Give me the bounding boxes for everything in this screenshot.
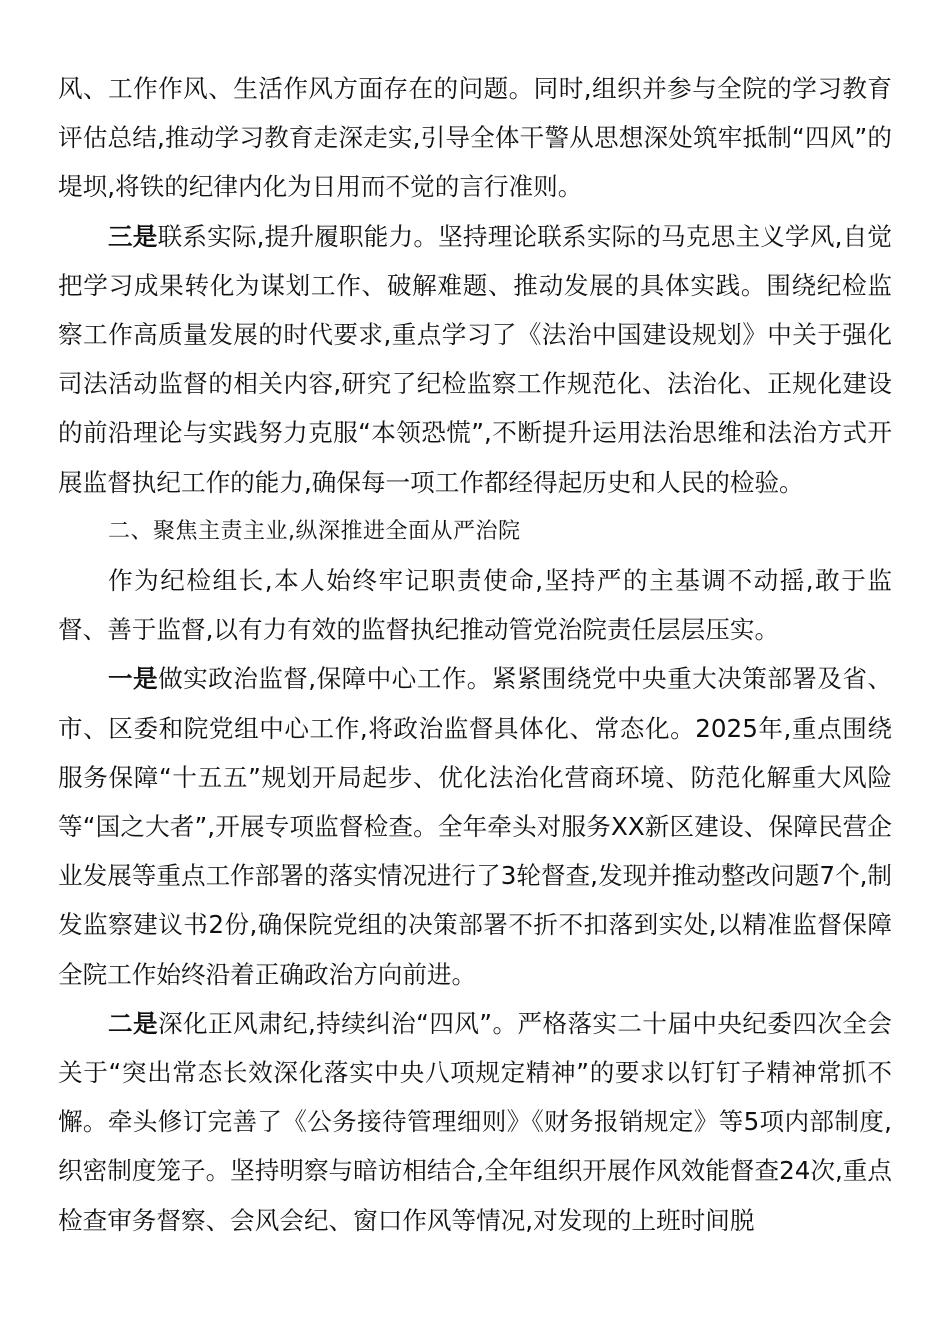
paragraph-point-three — [58, 212, 892, 507]
paragraph-text: 风、工作作风、生活作风方面存在的问题。同时,组织并参与全院的学习教育评估总结,推动学习教育走深走实,引导全体干警从思想深处筑牢抵制“四风”的堤坝,将铁的纪律内化为日用而不觉的言行准则。 — [58, 74, 892, 202]
paragraph-lead: 二是 — [108, 1008, 158, 1038]
paragraph-intro — [58, 556, 892, 654]
section-heading — [58, 507, 892, 556]
paragraph-text: 联系实际,提升履职能力。坚持理论联系实际的马克思主义学风,自觉把学习成果转化为谋划工作、破解难题、推动发展的具体实践。围绕纪检监察工作高质量发展的时代要求,重点学习了《法治中国建设规划》中关于强化司法活动监督的相关内容,研究了纪检监察工作规范化、法治化、正规化建设的前沿理论与实践努力克服“本领恐慌”,不断提升运用法治思维和法治方式开展监督执纪工作的能力,确保每一项工作都经得起历史和人民的检验。 — [58, 221, 892, 497]
paragraph-lead: 三是 — [108, 221, 158, 251]
paragraph-text: 深化正风肃纪,持续纠治“四风”。严格落实二十届中央纪委四次全会关于“突出常态长效深化落实中央八项规定精神”的要求以钉钉子精神常抓不懈。牵头修订完善了《公务接待管理细则》《财务报销规定》等5项内部制度,织密制度笼子。坚持明察与暗访相结合,全年组织开展作风效能督查24次,重点检查审务督察、会风会纪、窗口作风等情况,对发现的上班时间脱 — [58, 1008, 892, 1235]
paragraph-lead: 一是 — [108, 664, 159, 694]
paragraph-continuation — [58, 64, 892, 212]
paragraph-text: 做实政治监督,保障中心工作。紧紧围绕党中央重大决策部署及省、市、区委和院党组中心工作,将政治监督具体化、常态化。2025年,重点围绕服务保障“十五五”规划开局起步、优化法治化营商环境、防范化解重大风险等“国之大者”,开展专项监督检查。全年牵头对服务XX新区建设、保障民营企业发展等重点工作部署的落实情况进行了3轮督查,发现并推动整改问题7个,制发监察建议书2份,确保院党组的决策部署不折不扣落到实处,以精准监督保障全院工作始终沿着正确政治方向前进。 — [58, 664, 892, 989]
paragraph-point-one — [58, 654, 892, 998]
paragraph-text: 作为纪检组长,本人始终牢记职责使命,坚持严的主基调不动摇,敢于监督、善于监督,以有力有效的监督执纪推动管党治院责任层层压实。 — [58, 566, 892, 645]
section-heading-text: 二、聚焦主责主业,纵深推进全面从严治院 — [108, 518, 521, 544]
paragraph-point-two — [58, 999, 892, 1245]
